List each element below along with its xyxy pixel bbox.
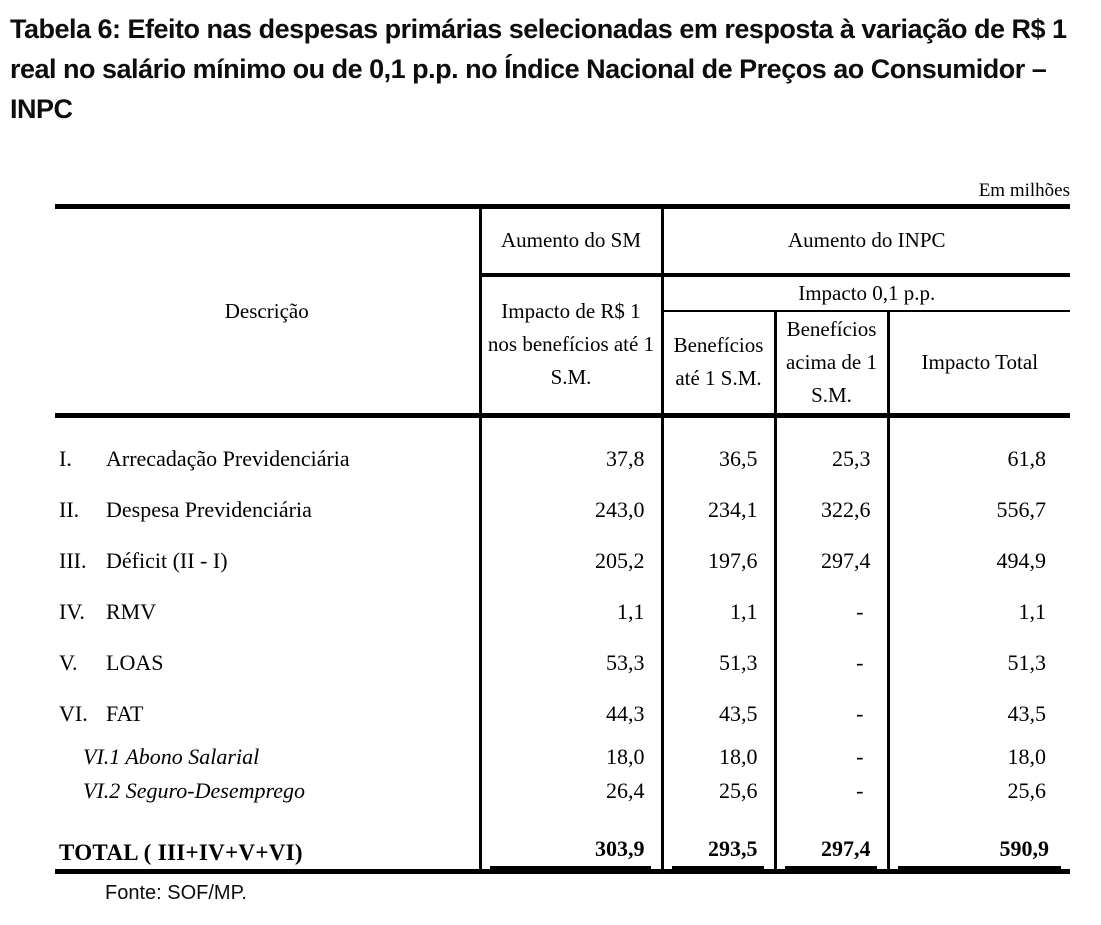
source-note: Fonte: SOF/MP. (105, 882, 247, 904)
value-beneficios-acima: 322,6 (775, 485, 888, 536)
row-numeral: I. (59, 446, 72, 471)
spacer-row (55, 416, 1070, 434)
row-label-text: Déficit (II - I) (106, 548, 228, 573)
spacer-row (55, 808, 1070, 834)
value-beneficios-ate: 197,6 (662, 536, 775, 587)
table-row (55, 587, 1070, 638)
unit-note: Em milhões (978, 180, 1070, 201)
table-title: Tabela 6: Efeito nas despesas primárias selecionadas em resposta à variação de R$ 1 real no salário mínimo ou de 0,1 p.p. no Índice Nacional de Preços ao Consumidor – INPC (10, 14, 1067, 124)
col-header-impacto-total: Impacto Total (888, 311, 1070, 416)
value-beneficios-ate: 1,1 (662, 587, 775, 638)
row-label (55, 434, 480, 485)
row-label-text: LOAS (106, 650, 164, 675)
value-beneficios-acima: - (775, 689, 888, 740)
col-header-beneficios-acima-1sm: Benefícios acima de 1 S.M. (775, 311, 888, 416)
table-row (55, 434, 1070, 485)
row-label-text: Arrecadação Previdenciária (106, 446, 350, 471)
col-header-aumento-sm: Aumento do SM (480, 207, 662, 275)
value-impacto-r1: 18,0 (480, 740, 662, 774)
table-body (55, 416, 1070, 872)
total-beneficios-acima: 297,4 (775, 834, 888, 872)
row-numeral: III. (59, 548, 87, 573)
table-row (55, 536, 1070, 587)
value-impacto-total: 494,9 (996, 548, 1047, 573)
row-label-text: VI.2 Seguro-Desemprego (83, 777, 305, 803)
total-impacto-total: 590,9 (888, 834, 1070, 872)
value-impacto-total: 61,8 (1007, 446, 1047, 471)
table-subrow (55, 774, 1070, 808)
value-impacto-r1: 53,3 (480, 638, 662, 689)
despesas-primarias-table (55, 204, 1070, 874)
value-beneficios-ate: 18,0 (662, 740, 775, 774)
col-header-aumento-inpc: Aumento do INPC (662, 207, 1070, 275)
value-beneficios-acima: - (775, 587, 888, 638)
row-label (55, 689, 480, 740)
row-label-text: FAT (106, 701, 144, 726)
value-beneficios-acima: 25,3 (775, 434, 888, 485)
value-impacto-total: 18,0 (1007, 743, 1047, 769)
value-impacto-total: 556,7 (996, 497, 1047, 522)
row-label-text: VI.1 Abono Salarial (83, 743, 260, 769)
table-header (55, 207, 1070, 416)
value-beneficios-ate: 234,1 (662, 485, 775, 536)
col-header-impacto-01pp: Impacto 0,1 p.p. (662, 275, 1070, 311)
col-header-descricao: Descrição (55, 207, 480, 416)
table-row (55, 689, 1070, 740)
value-impacto-total: 25,6 (1007, 777, 1047, 803)
row-label (55, 774, 480, 808)
value-impacto-r1: 205,2 (480, 536, 662, 587)
table-subrow (55, 740, 1070, 774)
row-label (55, 740, 480, 774)
value-impacto-total: 51,3 (1007, 650, 1047, 675)
total-beneficios-ate: 293,5 (662, 834, 775, 872)
value-impacto-r1: 26,4 (480, 774, 662, 808)
value-beneficios-ate: 25,6 (662, 774, 775, 808)
row-numeral: IV. (59, 599, 85, 624)
value-beneficios-acima: 297,4 (775, 536, 888, 587)
row-label-text: Despesa Previdenciária (106, 497, 312, 522)
value-beneficios-acima: - (775, 740, 888, 774)
value-impacto-r1: 1,1 (480, 587, 662, 638)
value-beneficios-acima: - (775, 774, 888, 808)
value-beneficios-ate: 36,5 (662, 434, 775, 485)
total-label: TOTAL ( III+IV+V+VI) (55, 834, 480, 872)
col-header-beneficios-ate-1sm: Benefícios até 1 S.M. (662, 311, 775, 416)
row-numeral: II. (59, 497, 80, 522)
row-label (55, 485, 480, 536)
row-numeral: VI. (59, 701, 88, 726)
document-page (0, 9, 1101, 925)
value-beneficios-ate: 51,3 (662, 638, 775, 689)
value-impacto-r1: 37,8 (480, 434, 662, 485)
value-impacto-r1: 243,0 (480, 485, 662, 536)
value-beneficios-acima: - (775, 638, 888, 689)
table-row (55, 485, 1070, 536)
table-row (55, 638, 1070, 689)
value-impacto-total: 1,1 (1018, 599, 1047, 624)
total-row (55, 834, 1070, 872)
total-impacto-r1: 303,9 (480, 834, 662, 872)
value-impacto-r1: 44,3 (480, 689, 662, 740)
value-beneficios-ate: 43,5 (662, 689, 775, 740)
value-impacto-total: 43,5 (1007, 701, 1047, 726)
row-numeral: V. (59, 650, 78, 675)
row-label (55, 536, 480, 587)
row-label (55, 587, 480, 638)
row-label (55, 638, 480, 689)
row-label-text: RMV (106, 599, 157, 624)
col-header-impacto-r1: Impacto de R$ 1 nos benefícios até 1 S.M. (480, 275, 662, 416)
